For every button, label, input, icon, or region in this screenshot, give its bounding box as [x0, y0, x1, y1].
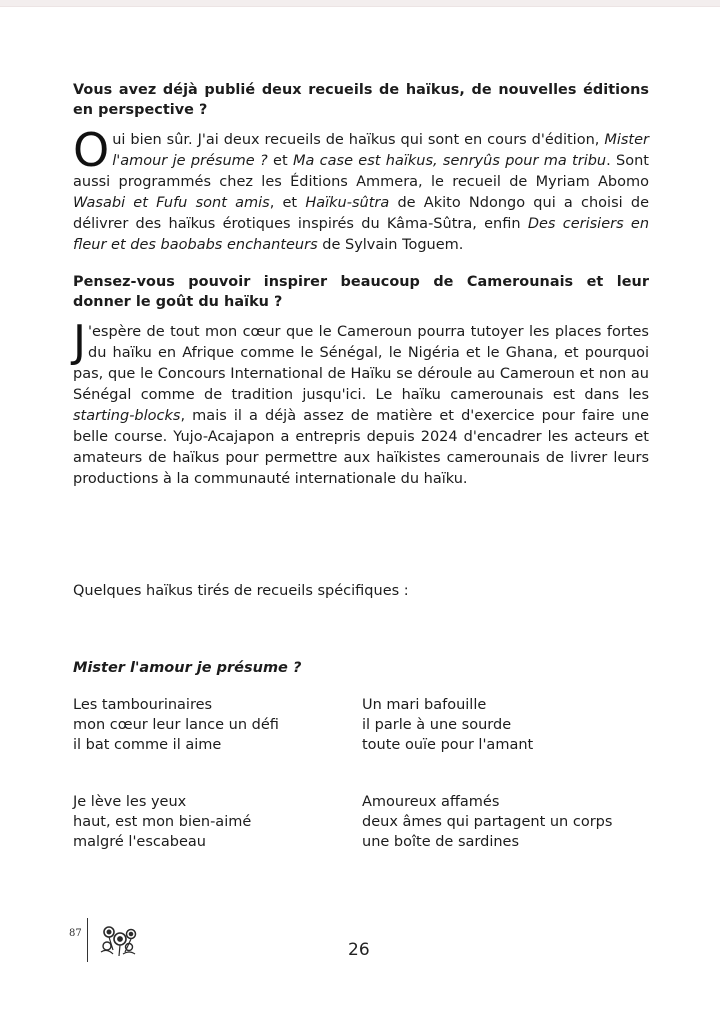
answer-2: J 'espère de tout mon cœur que le Cameroun pourra tutoyer les places fortes du haïku en Afrique comme le Sénégal, le Nigéria et le Ghana, et pourquoi pas, que le Concours International de Haïku se déroule au Cameroun et non au Sénégal comme de tradition jusqu'ici. Le haïku camerounais est dans les starting-blocks, mais il a déjà assez de matière et d'exercice pour faire une belle course. Yujo-Acajapon a entrepris depuis 2024 d'encadrer les acteurs et amateurs de haïkus pour permettre aux haïkistes camerounais de livrer leurs productions à la communauté internationale du haïku. [73, 316, 649, 487]
haiku-line: il bat comme il aime [73, 737, 222, 753]
haiku-line: Amoureux affamés [362, 794, 500, 810]
dropcap-o: O [73, 123, 110, 177]
haiku-line: malgré l'escabeau [73, 834, 206, 850]
journal-page-number: 87 [69, 928, 82, 939]
haiku-line: une boîte de sardines [362, 834, 520, 850]
italic-term: starting-blocks [73, 408, 181, 424]
haiku-line: Un mari bafouille [362, 697, 487, 713]
page-number: 26 [348, 940, 370, 960]
haiku-line: haut, est mon bien-aimé [73, 814, 252, 830]
haiku [362, 695, 533, 755]
question-1: Vous avez déjà publié deux recueils de haïkus, de nouvelles éditions en perspective ? [73, 82, 649, 118]
interview-section [73, 80, 649, 490]
book-title: Mister l'amour je présume ? [112, 132, 649, 169]
haiku-line: toute ouïe pour l'amant [362, 737, 534, 753]
haiku-line: deux âmes qui partagent un corps [362, 814, 613, 830]
footer-divider [87, 918, 88, 962]
answer-1: Oui bien sûr. J'ai deux recueils de haïkus qui sont en cours d'édition, Mister l'amour je présume ? et Ma case est haïkus, senryûs pour ma tribu. Sont aussi programmés chez les Éditions Ammera, le recueil de Myriam Abomo Wasabi et Fufu sont amis, et Haïku-sûtra de Akito Ndongo qui a choisi de délivrer des haïkus érotiques inspirés du Kâma-Sûtra, enfin Des cerisiers en fleur et des baobabs enchanteurs de Sylvain Toguem. [73, 123, 650, 253]
haiku-line: il parle à une sourde [362, 717, 512, 733]
dropcap-j: J [73, 316, 86, 367]
question-2: Pensez-vous pouvoir inspirer beaucoup de Camerounais et leur donner le goût du haïku ? [73, 274, 649, 310]
book-title: Des cerisiers en fleur et des baobabs enchanteurs [73, 216, 650, 253]
collection-title: Mister l'amour je présume ? [73, 660, 302, 676]
book-title: Wasabi et Fufu sont amis [73, 195, 270, 211]
haiku-line: Les tambourinaires [73, 697, 213, 713]
answer-1-text: ui bien sûr. J'ai deux recueils de haïkus qui sont en cours d'édition, [112, 132, 605, 148]
top-edge-rule [0, 0, 720, 7]
book-title: Ma case est haïkus, senryûs pour ma tribu [292, 153, 607, 169]
haiku-intro: Quelques haïkus tirés de recueils spécifiques : [73, 583, 409, 599]
book-title: Haïku-sûtra [305, 195, 390, 211]
haiku [73, 695, 279, 755]
haiku-line: Je lève les yeux [73, 794, 187, 810]
answer-2-text: 'espère de tout mon cœur que le Cameroun pourra tutoyer les places fortes du haïku en Afrique comme le Sénégal, le Nigéria et le Ghana, et pourquoi pas, que le Concours International de Haïku se déroule au Cameroun et non au Sénégal comme de tradition jusqu'ici. Le haïku camerounais est dans les [73, 324, 649, 403]
flower-ornament-icon [95, 922, 141, 958]
haiku-line: mon cœur leur lance un défi [73, 717, 279, 733]
haiku [362, 792, 612, 852]
haiku [73, 792, 251, 852]
